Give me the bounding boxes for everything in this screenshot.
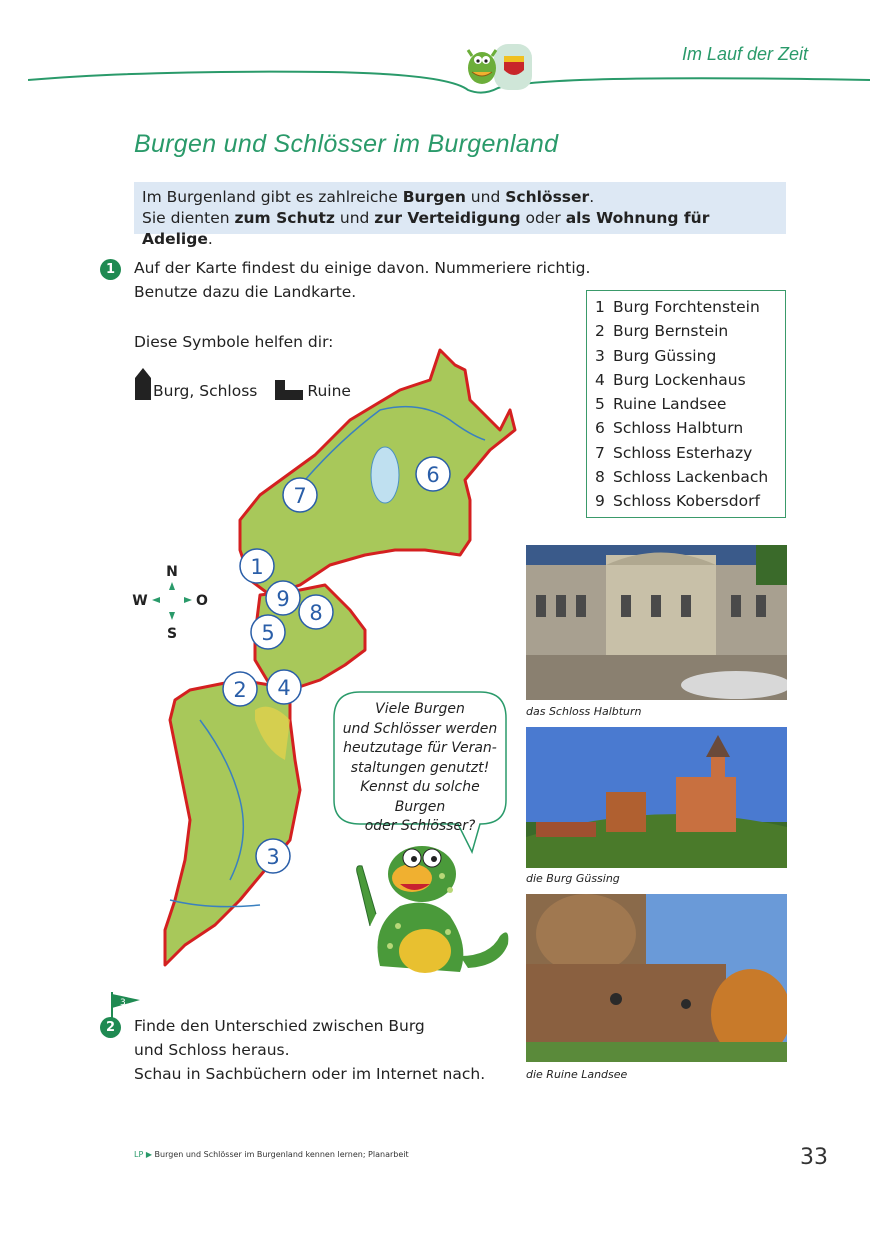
map-number: 3 (266, 845, 280, 869)
legend-item: 2 Burg Bernstein (595, 322, 729, 341)
intro-box (134, 182, 786, 248)
photo-caption: die Ruine Landsee (526, 1068, 628, 1081)
task-1-badge: 1 (100, 259, 121, 280)
footer-note: LP ▶ Burgen und Schlösser im Burgenland kennen lernen; Planarbeit (134, 1150, 409, 1159)
task-2-line-2: und Schloss heraus. (134, 1041, 290, 1059)
task-2-line-1: Finde den Unterschied zwischen Burg (134, 1017, 425, 1035)
photo-guessing (526, 727, 787, 868)
castle-legend (586, 290, 786, 518)
legend-item: 8 Schloss Lackenbach (595, 468, 769, 487)
map-number: 6 (426, 463, 440, 487)
legend-item: 5 Ruine Landsee (595, 395, 727, 414)
dragon-mascot (350, 836, 515, 976)
intro-line-2: Sie dienten zum Schutz und zur Verteidigung oder als Wohnung für Adelige. (142, 209, 710, 248)
neusiedler-see (371, 447, 399, 503)
map-number: 7 (293, 484, 307, 508)
svg-text:3: 3 (120, 998, 126, 1008)
photo-halbturn (526, 545, 787, 700)
legend-item: 1 Burg Forchtenstein (595, 298, 760, 316)
legend-item: 3 Burg Güssing (595, 346, 717, 365)
task-2-badge: 2 (100, 1017, 121, 1038)
map-number: 9 (276, 587, 290, 611)
photo-caption: das Schloss Halbturn (526, 705, 642, 718)
symbol-ruin-label: Ruine (307, 382, 351, 400)
task-1-line-1: Auf der Karte findest du einige davon. Nummeriere richtig. (134, 259, 591, 277)
compass-west: W (132, 593, 148, 609)
legend-item: 9 Schloss Kobersdorf (595, 492, 760, 511)
map-number: 2 (233, 678, 247, 702)
photo-caption: die Burg Güssing (526, 872, 620, 885)
task-2-instruction (134, 1014, 485, 1086)
task-1-line-2: Benutze dazu die Landkarte. (134, 283, 357, 301)
map-number: 8 (309, 601, 323, 625)
symbols-hint: Diese Symbole helfen dir: (134, 333, 334, 351)
speech-text: Viele Burgen und Schlösser werden heutzutage für Veran- staltungen genutzt! Kennst du solche Burgen oder Schlösser? (342, 701, 498, 834)
photo-landsee (526, 894, 787, 1062)
page-number: 33 (800, 1145, 828, 1170)
map-number: 5 (261, 621, 275, 645)
symbol-castle-label: Burg, Schloss (153, 382, 258, 400)
map-number: 1 (250, 555, 264, 579)
compass-south: S (166, 626, 178, 642)
task-1-instruction (134, 256, 590, 304)
compass-north: N (166, 564, 178, 580)
intro-line-1: Im Burgenland gibt es zahlreiche Burgen und Schlösser. (142, 188, 595, 206)
legend-item: 7 Schloss Esterhazy (595, 443, 753, 462)
page-heading: Burgen und Schlösser im Burgenland (134, 130, 559, 158)
legend-item: 4 Burg Lockenhaus (595, 370, 746, 389)
header-wave-line (28, 64, 870, 104)
task-2-line-3: Schau in Sachbüchern oder im Internet nach. (134, 1065, 486, 1083)
map-number: 4 (277, 676, 291, 700)
compass-east: O (196, 593, 208, 609)
legend-item: 6 Schloss Halbturn (595, 419, 744, 438)
section-title: Im Lauf der Zeit (681, 44, 808, 64)
dragon-logo (462, 38, 534, 96)
